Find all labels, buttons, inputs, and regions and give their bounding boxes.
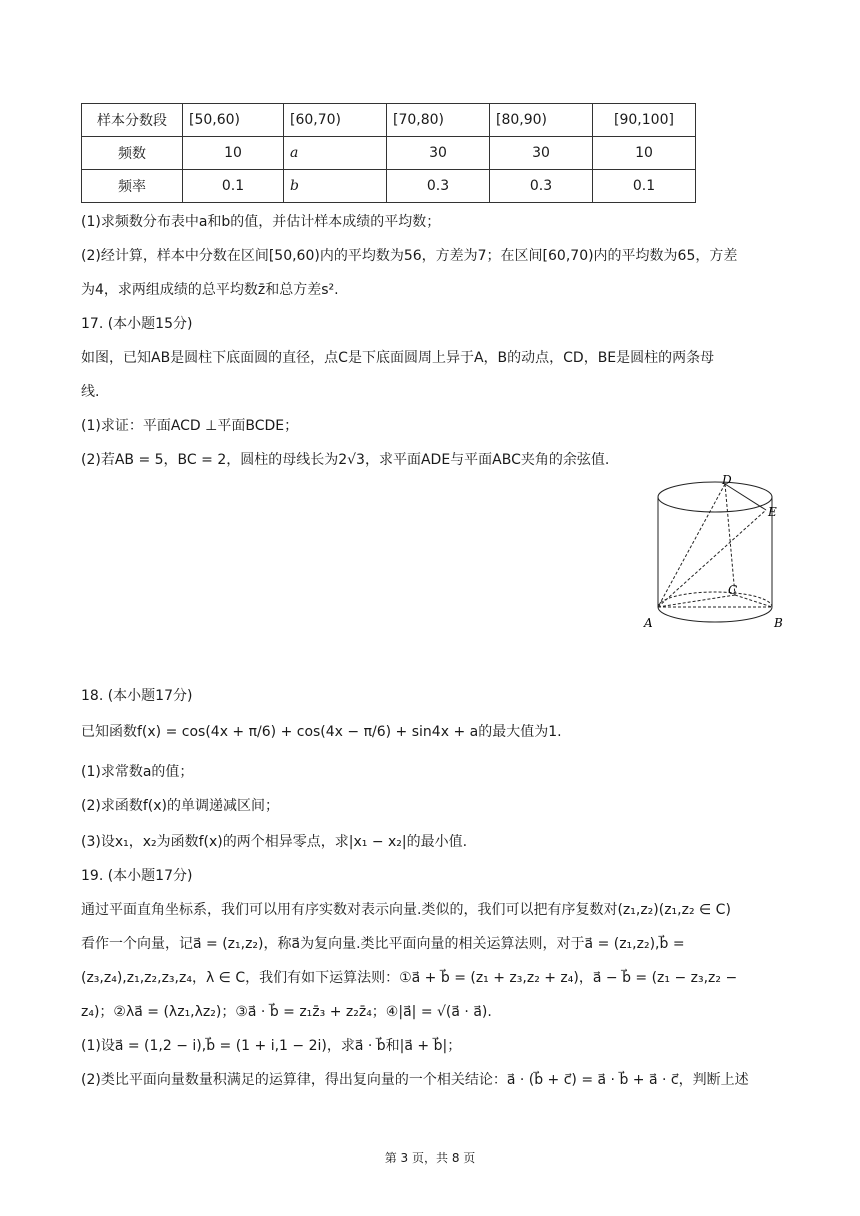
table-cell: 10 xyxy=(183,137,284,170)
q19-stem-line3: (z₃,z₄),z₁,z₂,z₃,z₄，λ ∈ C，我们有如下运算法则：①a⃗ + b⃗ = (z₁ + z₃,z₂ + z₄)，a⃗ − b⃗ = (z₁ − z₃,z₂ − xyxy=(81,970,738,986)
table-header-cell: 样本分数段 xyxy=(82,104,183,137)
table-row xyxy=(82,137,696,170)
table-cell: 30 xyxy=(387,137,490,170)
table-header-cell: [70,80) xyxy=(387,104,490,137)
frequency-table xyxy=(81,103,696,203)
page-footer: 第 3 页，共 8 页 xyxy=(384,1151,476,1165)
figure-label-a: A xyxy=(644,616,653,630)
figure-label-c: C xyxy=(728,583,738,597)
table-cell: a xyxy=(284,137,387,170)
q16-part2-line2: 为4，求两组成绩的总平均数z̄和总方差s². xyxy=(81,282,339,298)
q19-stem-line4: z₄)；②λa⃗ = (λz₁,λz₂)；③a⃗ · b⃗ = z₁z̄₃ + z₂z̄₄；④|a⃗| = √(a⃗ · a⃗). xyxy=(81,1004,492,1020)
q17-stem-line1: 如图，已知AB是圆柱下底面圆的直径，点C是下底面圆周上异于A，B的动点，CD，BE是圆柱的两条母 xyxy=(81,350,715,366)
q18-title: 18. (本小题17分) xyxy=(81,688,193,704)
table-cell: 30 xyxy=(490,137,593,170)
cylinder-figure xyxy=(640,472,790,632)
table-header-cell: [50,60) xyxy=(183,104,284,137)
q16-part2-line1: (2)经计算，样本中分数在区间[50,60)内的平均数为56，方差为7；在区间[60,70)内的平均数为65，方差 xyxy=(81,248,738,264)
figure-label-b: B xyxy=(774,616,783,630)
figure-label-e: E xyxy=(768,505,777,519)
table-row-label: 频数 xyxy=(82,137,183,170)
q17-stem-line2: 线. xyxy=(81,384,100,400)
table-header-cell: [90,100] xyxy=(593,104,696,137)
q17-title: 17. (本小题15分) xyxy=(81,316,193,332)
q17-part1: (1)求证：平面ACD ⊥平面BCDE； xyxy=(81,418,299,434)
table-row-label: 频率 xyxy=(82,170,183,203)
q18-stem: 已知函数f(x) = cos(4x + π/6) + cos(4x − π/6) + sin4x + a的最大值为1. xyxy=(81,724,562,740)
table-header-cell: [60,70) xyxy=(284,104,387,137)
q17-part2: (2)若AB = 5，BC = 2，圆柱的母线长为2√3，求平面ADE与平面ABC夹角的余弦值. xyxy=(81,452,610,468)
q19-part1: (1)设a⃗ = (1,2 − i),b⃗ = (1 + i,1 − 2i)，求a⃗ · b⃗和|a⃗ + b⃗|； xyxy=(81,1038,462,1054)
table-cell: 0.3 xyxy=(490,170,593,203)
table-cell: 0.1 xyxy=(593,170,696,203)
q19-stem-line1: 通过平面直角坐标系，我们可以用有序实数对表示向量.类似的，我们可以把有序复数对(z₁,z₂)(z₁,z₂ ∈ C) xyxy=(81,902,731,918)
q18-part3: (3)设x₁，x₂为函数f(x)的两个相异零点，求|x₁ − x₂|的最小值. xyxy=(81,834,468,850)
q16-part1: (1)求频数分布表中a和b的值，并估计样本成绩的平均数； xyxy=(81,214,441,230)
table-header-row xyxy=(82,104,696,137)
q19-part2: (2)类比平面向量数量积满足的运算律，得出复向量的一个相关结论：a⃗ · (b⃗ + c⃗) = a⃗ · b⃗ + a⃗ · c⃗，判断上述 xyxy=(81,1072,749,1088)
table-cell: 10 xyxy=(593,137,696,170)
table-header-cell: [80,90) xyxy=(490,104,593,137)
table-cell: 0.1 xyxy=(183,170,284,203)
q19-stem-line2: 看作一个向量，记a⃗ = (z₁,z₂)，称a⃗为复向量.类比平面向量的相关运算法则，对于a⃗ = (z₁,z₂),b⃗ = xyxy=(81,936,685,952)
table-row xyxy=(82,170,696,203)
table-cell: b xyxy=(284,170,387,203)
figure-label-d: D xyxy=(722,473,732,487)
q19-title: 19. (本小题17分) xyxy=(81,868,193,884)
q18-part2: (2)求函数f(x)的单调递减区间； xyxy=(81,798,279,814)
table-cell: 0.3 xyxy=(387,170,490,203)
q18-part1: (1)求常数a的值； xyxy=(81,764,194,780)
